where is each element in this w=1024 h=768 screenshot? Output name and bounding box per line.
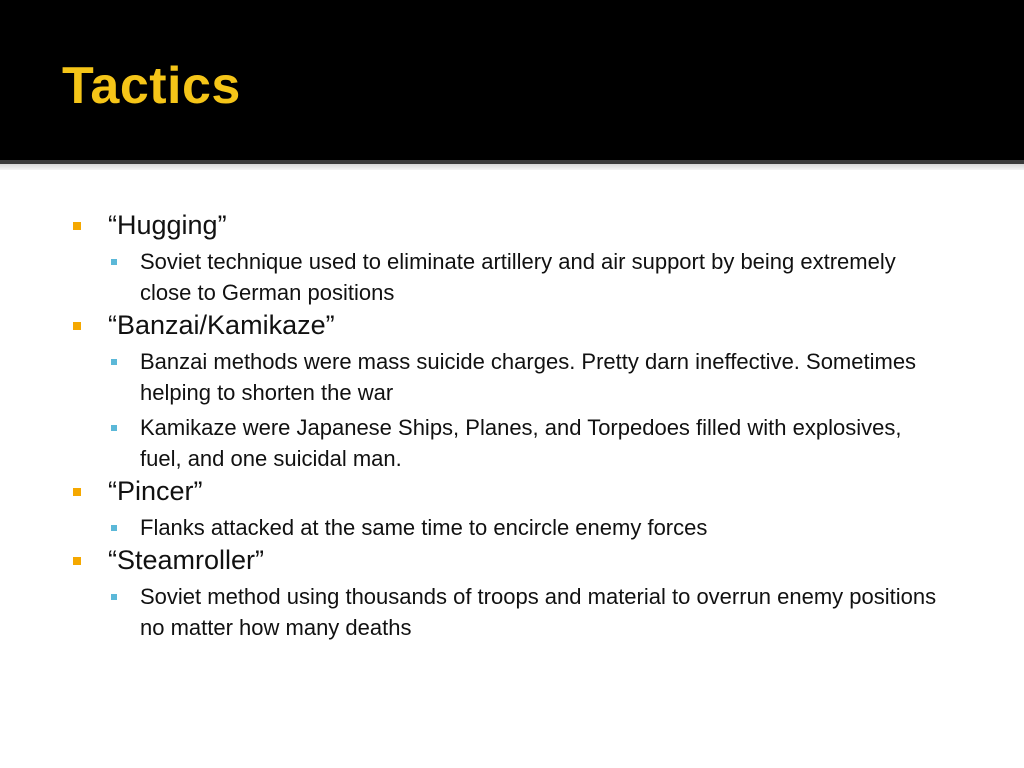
bullet-level1 bbox=[0, 474, 1024, 508]
bullet-text: Soviet method using thousands of troops and material to overrun enemy positions no matter how many deaths bbox=[140, 584, 937, 640]
square-bullet-icon bbox=[73, 222, 81, 230]
square-bullet-icon bbox=[111, 525, 117, 531]
bullet-label: “Steamroller” bbox=[108, 545, 265, 575]
bullet-level2 bbox=[0, 246, 1024, 308]
bullet-label: “Pincer” bbox=[108, 476, 203, 506]
bullet-item-banzai-kamikaze bbox=[0, 308, 1024, 474]
square-bullet-icon bbox=[111, 259, 117, 265]
slide-content bbox=[0, 208, 1024, 643]
slide-title: Tactics bbox=[62, 57, 241, 115]
bullet-level1 bbox=[0, 208, 1024, 242]
bullet-level2 bbox=[0, 512, 1024, 543]
square-bullet-icon bbox=[73, 322, 81, 330]
bullet-label: “Hugging” bbox=[108, 210, 227, 240]
square-bullet-icon bbox=[111, 359, 117, 365]
bullet-item-steamroller bbox=[0, 543, 1024, 643]
bullet-level2 bbox=[0, 412, 1024, 474]
bullet-level2 bbox=[0, 346, 1024, 408]
bullet-text: Flanks attacked at the same time to encircle enemy forces bbox=[140, 515, 708, 540]
bullet-item-pincer bbox=[0, 474, 1024, 543]
bullet-text: Kamikaze were Japanese Ships, Planes, and Torpedoes filled with explosives, fuel, and one suicidal man. bbox=[140, 415, 902, 471]
bullet-level2 bbox=[0, 581, 1024, 643]
bullet-item-hugging bbox=[0, 208, 1024, 308]
square-bullet-icon bbox=[73, 557, 81, 565]
title-bar bbox=[0, 0, 1024, 160]
square-bullet-icon bbox=[111, 425, 117, 431]
bullet-level1 bbox=[0, 543, 1024, 577]
bullet-level1 bbox=[0, 308, 1024, 342]
title-divider-shadow bbox=[0, 164, 1024, 170]
square-bullet-icon bbox=[111, 594, 117, 600]
square-bullet-icon bbox=[73, 488, 81, 496]
bullet-label: “Banzai/Kamikaze” bbox=[108, 310, 335, 340]
bullet-text: Banzai methods were mass suicide charges. Pretty darn ineffective. Sometimes helping to shorten the war bbox=[140, 349, 917, 405]
bullet-text: Soviet technique used to eliminate artillery and air support by being extremely close to German positions bbox=[140, 249, 896, 305]
